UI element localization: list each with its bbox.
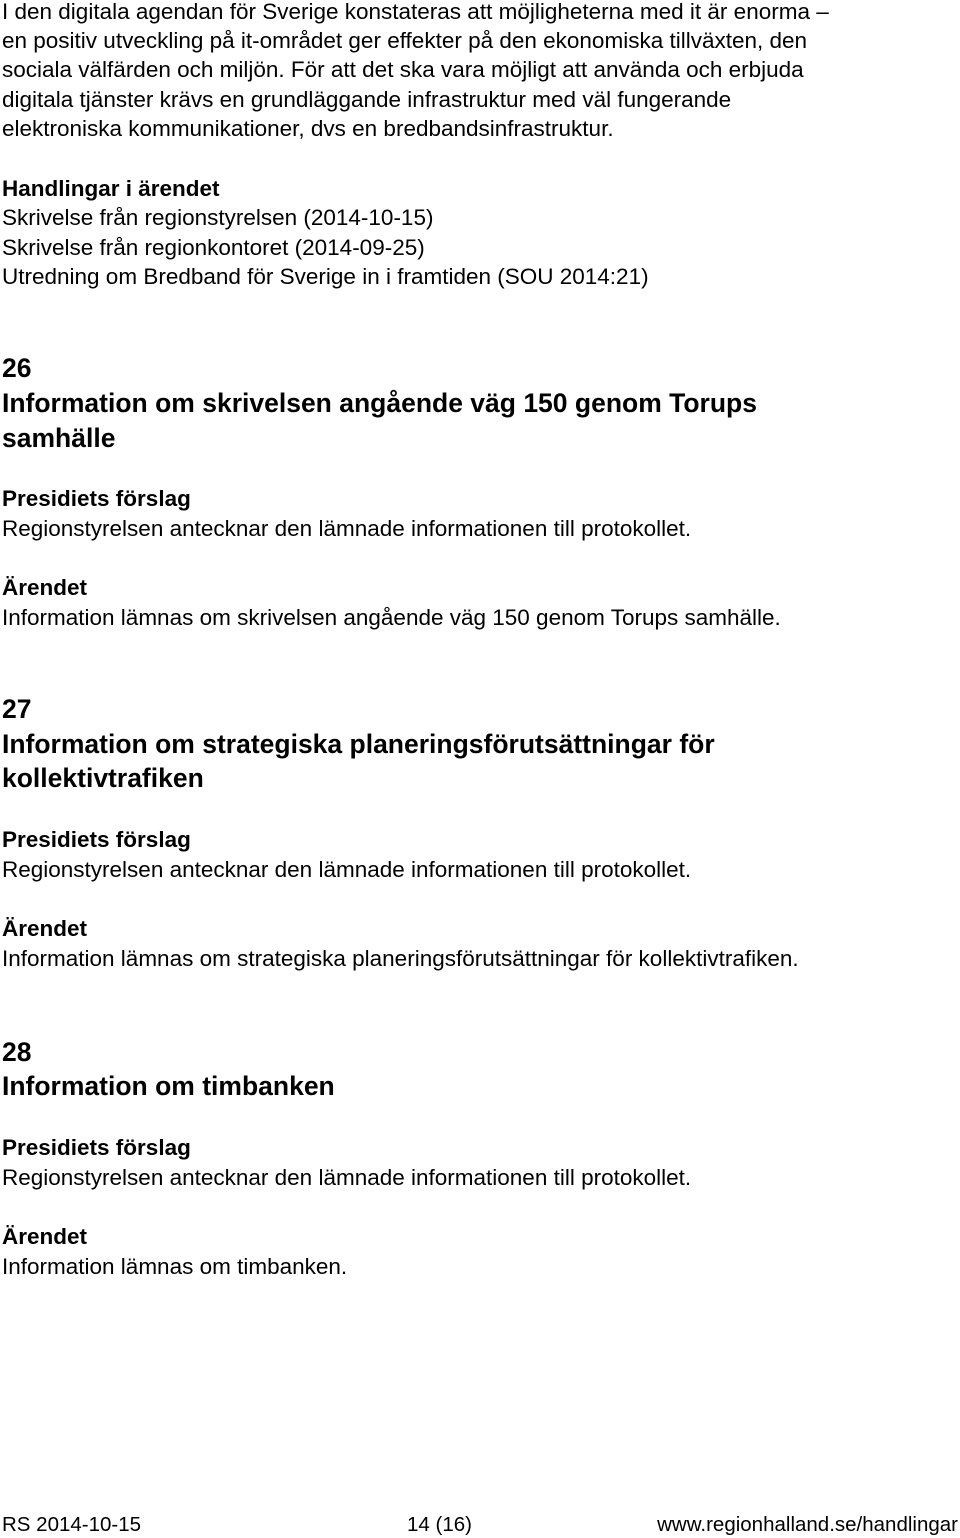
intro-line-2: en positiv utveckling på it-området ger effekter på den ekonomiska tillväxten, den	[2, 28, 808, 53]
item-27-title-line-2: kollektivtrafiken	[2, 763, 204, 793]
handlingar-item-1: Skrivelse från regionstyrelsen (2014-10-15)	[2, 205, 434, 230]
handlingar-item-3: Utredning om Bredband för Sverige in i framtiden (SOU 2014:21)	[2, 264, 649, 289]
item-27-forslag-text: Regionstyrelsen antecknar den lämnade informationen till protokollet.	[2, 857, 692, 882]
item-26-forslag-text: Regionstyrelsen antecknar den lämnade informationen till protokollet.	[2, 516, 692, 541]
item-28-forslag-heading: Presidiets förslag	[2, 1135, 191, 1160]
item-26-forslag-heading: Presidiets förslag	[2, 486, 191, 511]
handlingar-heading: Handlingar i ärendet	[2, 176, 220, 201]
item-27-arendet-text: Information lämnas om strategiska planeringsförutsättningar för kollektivtrafiken.	[2, 946, 799, 971]
item-27-forslag-heading: Presidiets förslag	[2, 827, 191, 852]
item-28-number: 28	[2, 1037, 32, 1067]
item-26-title-line-1: Information om skrivelsen angående väg 150 genom Torups	[2, 388, 757, 418]
item-27-arendet-heading: Ärendet	[2, 916, 88, 941]
item-26-arendet-heading: Ärendet	[2, 575, 88, 600]
item-26-number: 26	[2, 353, 32, 383]
item-28-forslag-text: Regionstyrelsen antecknar den lämnade informationen till protokollet.	[2, 1165, 692, 1190]
intro-line-4: digitala tjänster krävs en grundläggande infrastruktur med väl fungerande	[2, 87, 732, 112]
item-27-number: 27	[2, 694, 32, 724]
handlingar-item-2: Skrivelse från regionkontoret (2014-09-25)	[2, 235, 425, 260]
item-27-title-line-1: Information om strategiska planeringsförutsättningar för	[2, 729, 715, 759]
intro-line-1: I den digitala agendan för Sverige konstateras att möjligheterna med it är enorma –	[2, 0, 829, 24]
item-28-arendet-heading: Ärendet	[2, 1224, 88, 1249]
item-26-arendet-text: Information lämnas om skrivelsen angående väg 150 genom Torups samhälle.	[2, 605, 781, 630]
item-28-arendet-text: Information lämnas om timbanken.	[2, 1254, 348, 1279]
footer-date: RS 2014-10-15	[2, 1513, 142, 1536]
footer-page-number: 14 (16)	[407, 1513, 472, 1536]
item-26-title-line-2: samhälle	[2, 423, 116, 453]
intro-line-5: elektroniska kommunikationer, dvs en bredbandsinfrastruktur.	[2, 116, 614, 141]
intro-line-3: sociala välfärden och miljön. För att det ska vara möjligt att använda och erbjuda	[2, 57, 804, 82]
footer-url: www.regionhalland.se/handlingar	[657, 1513, 958, 1536]
item-28-title-line-1: Information om timbanken	[2, 1071, 335, 1101]
